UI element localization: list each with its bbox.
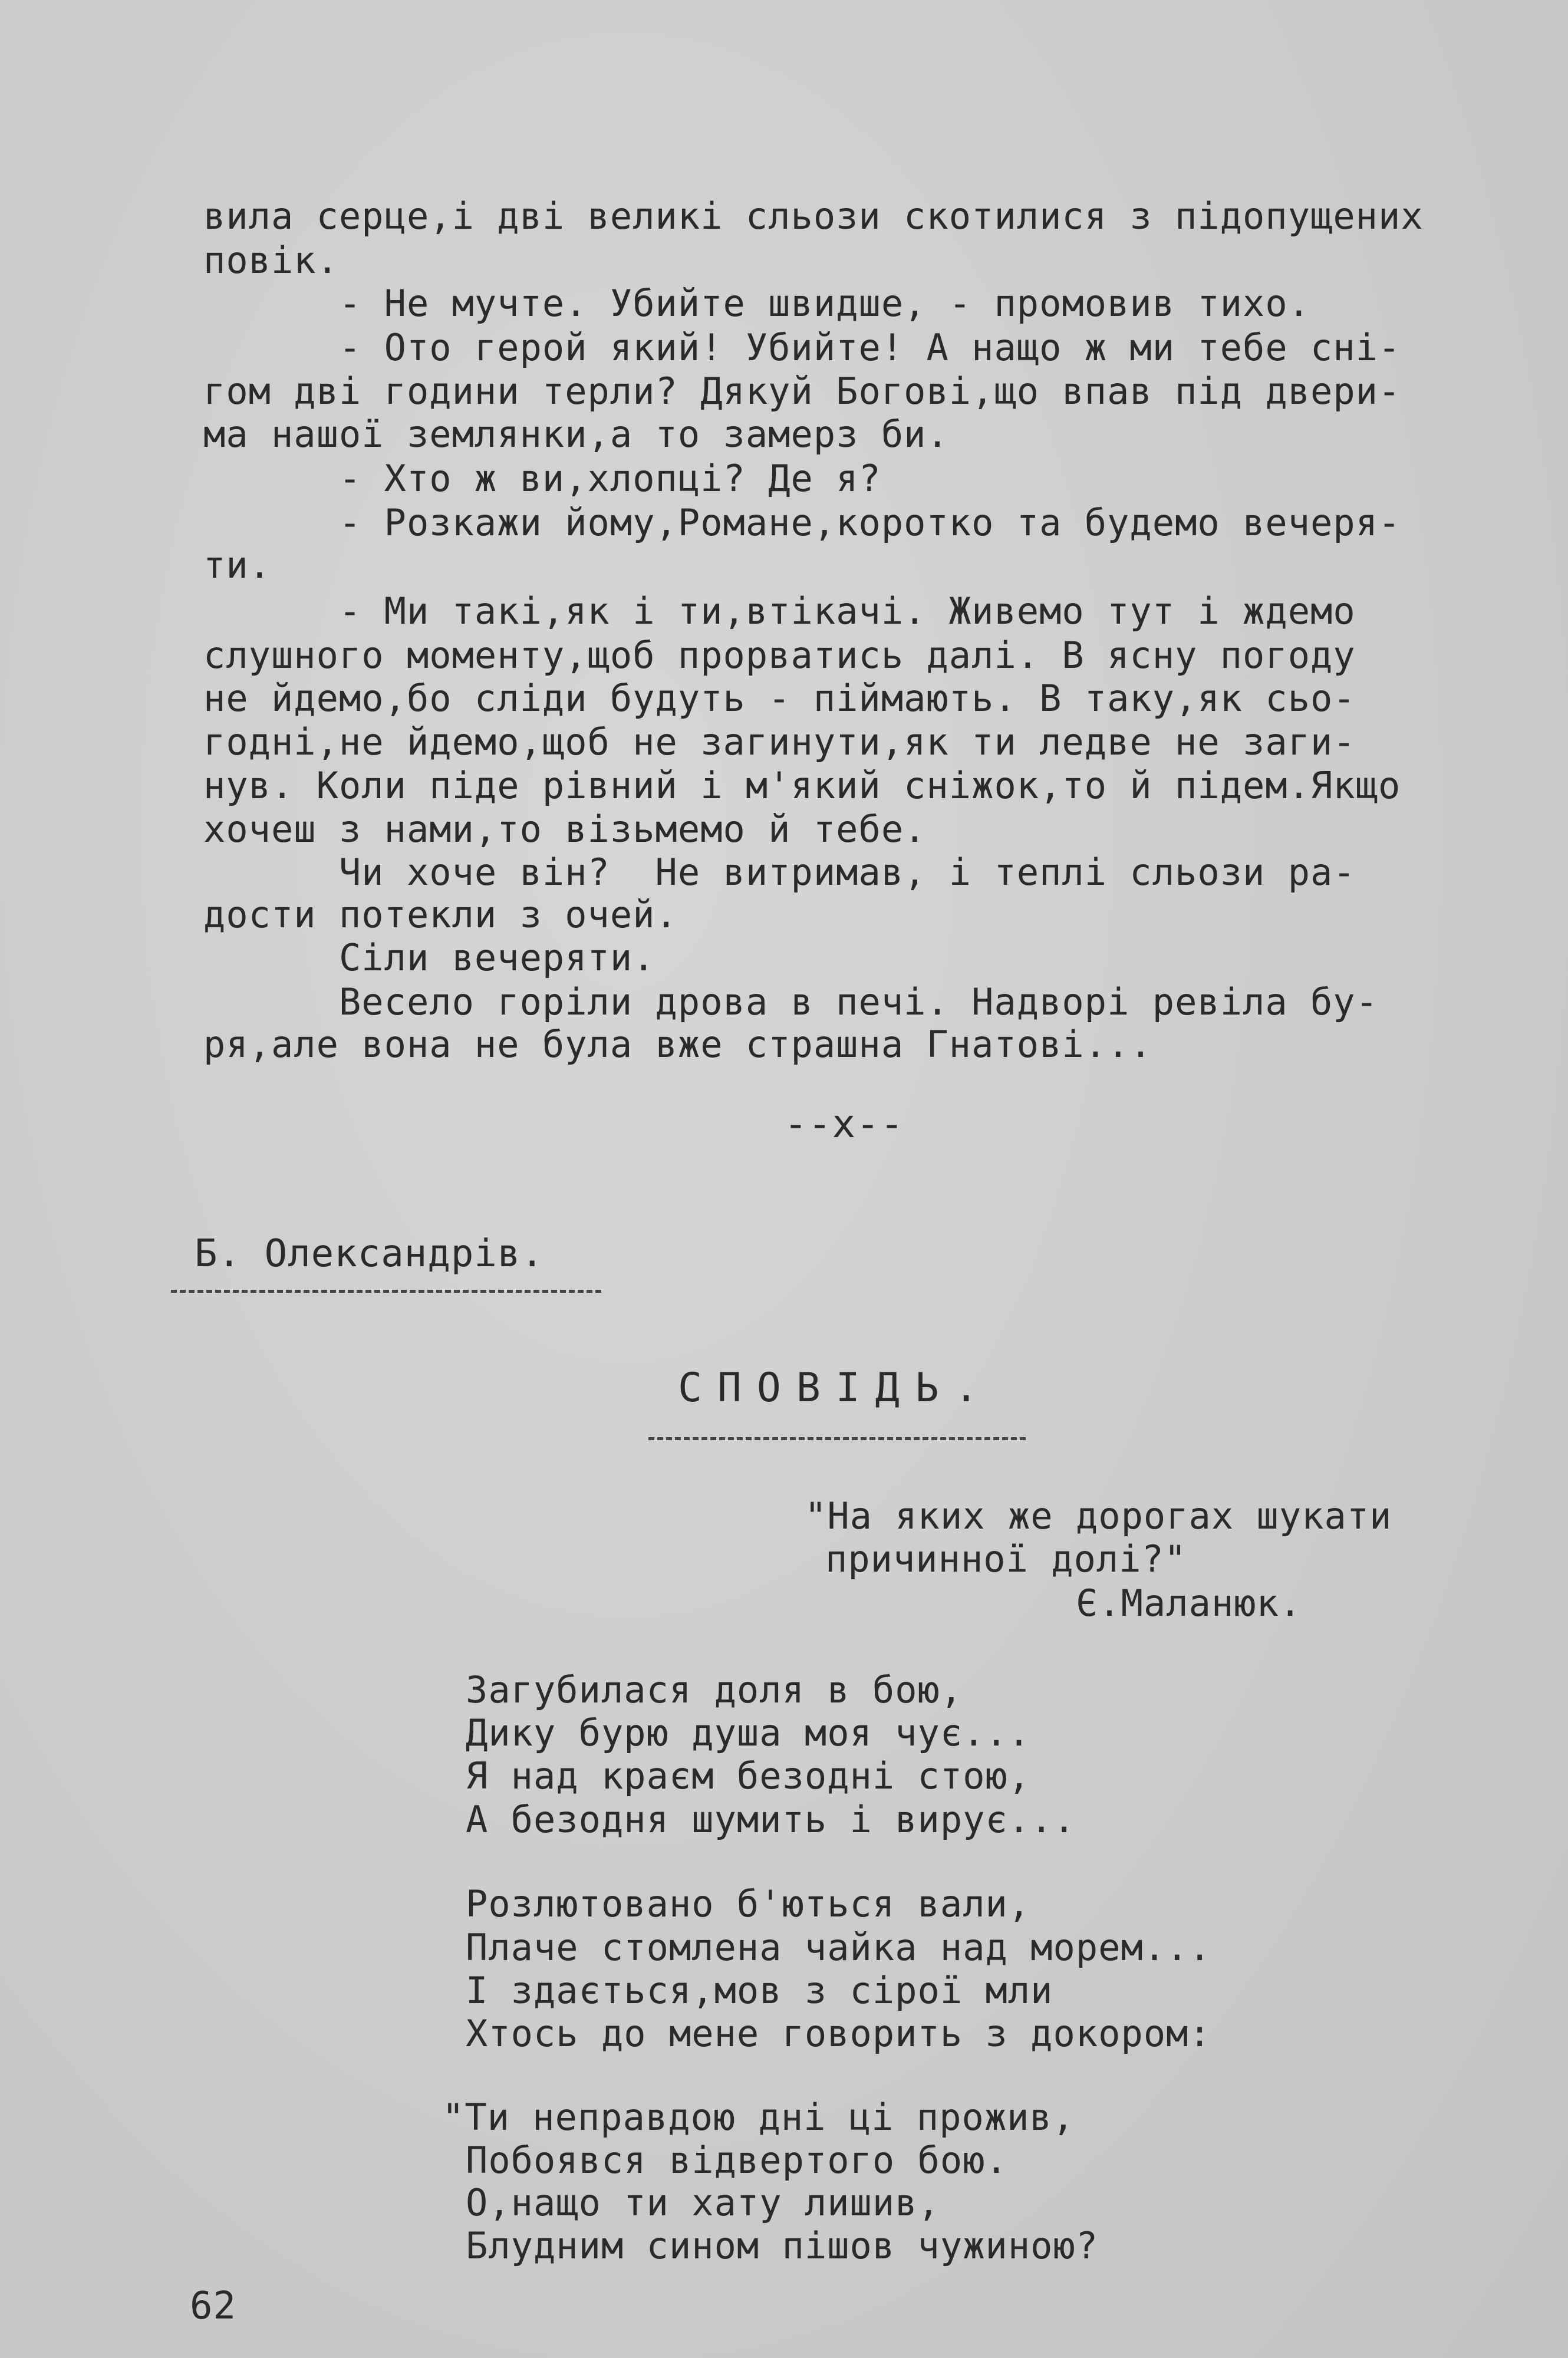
poem-line: Плаче стомлена чайка над морем... (466, 1926, 1211, 1969)
poem-line: Побоявся відвертого бою. (466, 2139, 1008, 2182)
poem-line: І здається,мов з сірої мли (466, 1969, 1053, 2012)
story-line: Весело горіли дрова в печі. Надворі ревіла бу- (203, 980, 1379, 1023)
poem-line: Хтось до мене говорить з докором: (466, 2012, 1211, 2055)
story-line: гом дві години терли? Дякуй Богові,що впав під двери- (203, 370, 1401, 413)
story-line: - Не мучте. Убийте швидше, - промовив тихо. (203, 282, 1311, 325)
poem-line: Я над краєм безодні стою, (466, 1754, 1031, 1797)
poem-line: О,нащо ти хату лишив, (466, 2181, 940, 2224)
poem-line: "Ти неправдою дні ці прожив, (442, 2096, 1075, 2139)
story-line: Чи хоче він? Не витримав, і теплі сльози ра- (203, 851, 1356, 894)
author-underline (171, 1290, 601, 1293)
story-line: слушного моменту,щоб прорватись далі. В ясну погоду (203, 634, 1356, 677)
story-line: ма нашої землянки,а то замерз би. (203, 413, 949, 456)
poem-line: Розлютовано б'ються вали, (466, 1882, 1031, 1925)
story-line: - Хто ж ви,хлопці? Де я? (203, 457, 881, 500)
poem-line: Дику бурю душа моя чує... (466, 1711, 1031, 1754)
story-line: ти. (203, 544, 271, 587)
poem-line: Блудним сином пішов чужиною? (466, 2224, 1099, 2267)
poem-line: Загубилася доля в бою, (466, 1668, 963, 1711)
poem-title: СПОВІДЬ. (678, 1365, 994, 1411)
story-line: хочеш з нами,то візьмемо й тебе. (203, 808, 927, 851)
story-line: - Розкажи йому,Романе,коротко та будемо вечеря- (203, 501, 1401, 544)
story-line: - Ми такі,як і ти,втікачі. Живемо тут і ждемо (203, 590, 1356, 633)
poem-line: А безодня шумить і вирує... (466, 1798, 1076, 1841)
story-line: дости потекли з очей. (203, 893, 678, 936)
page-number: 62 (190, 2284, 237, 2328)
story-line: повік. (203, 239, 339, 282)
story-line: Сіли вечеряти. (203, 936, 655, 979)
epigraph-line: причинної долі?" (825, 1537, 1187, 1580)
title-underline (648, 1437, 1026, 1440)
story-line: нув. Коли піде рівний і м'який сніжок,то й підем.Якщо (203, 764, 1401, 807)
epigraph-source: Є.Маланюк. (1076, 1582, 1302, 1625)
story-line: вила серце,і дві великі сльози скотилися з підопущених (203, 195, 1424, 238)
story-line: - Ото герой який! Убийте! А нащо ж ми тебе сні- (203, 326, 1401, 369)
story-line: ря,але вона не була вже страшна Гнатові... (203, 1023, 1152, 1066)
epigraph-line: "На яких же дорогах шукати (805, 1494, 1392, 1537)
story-line: не йдемо,бо сліди будуть - піймають. В таку,як сьо- (203, 677, 1356, 720)
story-line: годні,не йдемо,щоб не загинути,як ти ледве не заги- (203, 720, 1356, 763)
section-separator: --x-- (784, 1101, 904, 1147)
author-name: Б. Олександрів. (195, 1232, 544, 1276)
